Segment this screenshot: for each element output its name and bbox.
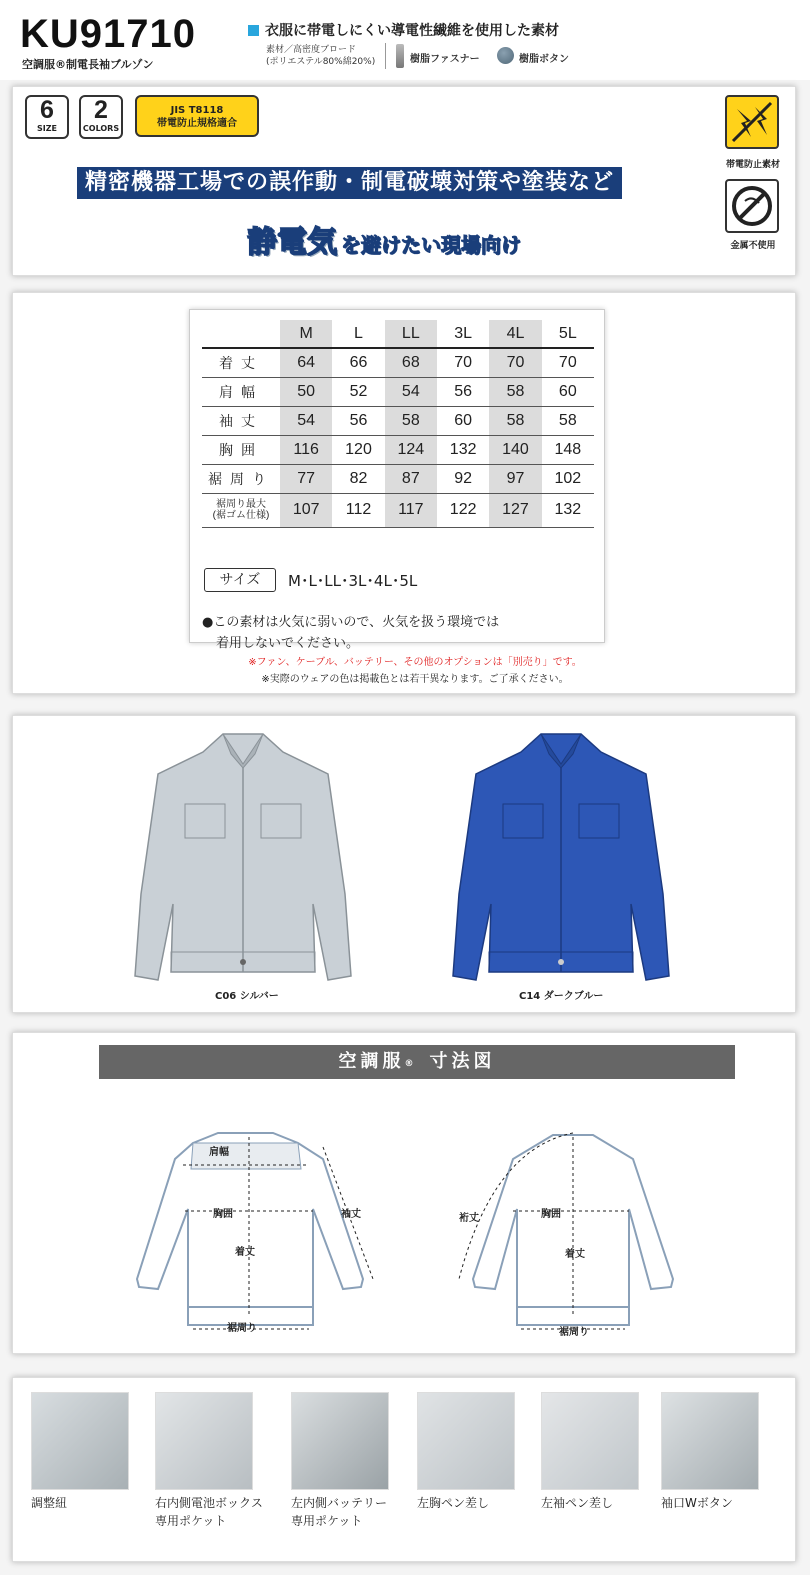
model-number: KU91710 — [20, 12, 197, 56]
size-cell: 77 — [280, 464, 332, 493]
size-cell: 58 — [542, 406, 594, 435]
size-cell: 120 — [332, 435, 384, 464]
table-row — [202, 406, 594, 435]
detail-photo-battery-pocket — [291, 1392, 389, 1490]
size-cell: 122 — [437, 493, 489, 527]
fire-note-line2: 着用しないでください。 — [216, 636, 360, 651]
size-cell: 50 — [280, 377, 332, 406]
size-count-badge — [25, 95, 69, 139]
caption-line1: 袖口Wボタン — [661, 1496, 733, 1510]
zipper-label: 樹脂ファスナー — [410, 54, 480, 65]
front-diagram — [123, 1129, 403, 1339]
row-label: 着丈 — [219, 354, 263, 371]
row-label: 袖丈 — [219, 412, 263, 429]
diagram-title-sub: 寸法図 — [429, 1051, 496, 1072]
size-cell: 70 — [489, 348, 541, 377]
size-cell: 54 — [280, 406, 332, 435]
headline-banner: 精密機器工場での誤作動・制電破壊対策や塗装など — [77, 167, 622, 199]
no-metal-icon — [725, 179, 779, 233]
detail-caption — [661, 1494, 733, 1512]
jacket-darkblue-image — [441, 724, 681, 986]
dimension-diagram-panel — [12, 1032, 796, 1354]
size-cell: 54 — [385, 377, 437, 406]
detail-photo-chest-pen — [417, 1392, 515, 1490]
product-header — [0, 0, 810, 80]
caption-line2: 専用ポケット — [155, 1514, 227, 1528]
row-label-sub: (裾ゴム仕様) — [212, 510, 270, 521]
size-list: M･L･LL･3L･4L･5L — [288, 572, 418, 590]
button-label: 樹脂ボタン — [519, 54, 569, 65]
size-cell: 132 — [437, 435, 489, 464]
option-note: ※ファン、ケーブル、バッテリー、その他のオプションは「別売り」です。 — [248, 657, 582, 668]
subline — [247, 217, 521, 261]
size-cell: 58 — [489, 406, 541, 435]
feature-label: 衣服に帯電しにくい導電性繊維を使用した素材 — [265, 23, 559, 39]
caption-line1: 調整紐 — [31, 1496, 68, 1510]
row-header — [202, 348, 280, 377]
label-chest-back: 胸囲 — [541, 1209, 561, 1220]
table-row — [202, 493, 594, 527]
registered-mark: ® — [404, 1059, 414, 1069]
color-unit: COLORS — [82, 124, 120, 133]
size-cell: 70 — [542, 348, 594, 377]
caption-line1: 左内側バッテリー — [291, 1496, 388, 1510]
subline-rest: を避けたい現場向け — [341, 233, 521, 257]
bullet-square-icon — [248, 25, 259, 36]
subline-emphasis: 静電気 — [247, 225, 337, 260]
size-cell: 68 — [385, 348, 437, 377]
label-shoulder: 肩幅 — [209, 1147, 229, 1158]
label-hem-back: 裾周り — [559, 1327, 589, 1338]
size-label-box: サイズ — [204, 568, 276, 592]
size-cell: 58 — [489, 377, 541, 406]
product-name: 空調服®制電長袖ブルゾン — [22, 58, 154, 71]
table-row — [202, 377, 594, 406]
material-line1: 素材／高密度ブロード — [266, 45, 357, 55]
resin-button-icon — [497, 47, 514, 64]
label-chest-front: 胸囲 — [213, 1209, 233, 1220]
col-header: 3L — [437, 320, 489, 348]
size-unit: SIZE — [36, 124, 57, 133]
size-cell: 56 — [437, 377, 489, 406]
metal-icon-label: 金属不使用 — [730, 241, 776, 251]
color-panel — [12, 715, 796, 1013]
row-header — [202, 464, 280, 493]
size-cell: 60 — [437, 406, 489, 435]
size-cell: 58 — [385, 406, 437, 435]
size-cell: 112 — [332, 493, 384, 527]
detail-caption — [541, 1494, 613, 1512]
caption-line1: 右内側電池ボックス — [155, 1496, 263, 1510]
corner-cell — [202, 320, 280, 348]
size-panel — [12, 292, 796, 694]
row-label: 裾周り — [208, 470, 274, 487]
label-sleeve: 袖丈 — [341, 1209, 361, 1220]
detail-photo-cuff — [661, 1392, 759, 1490]
jacket-silver-image — [123, 724, 363, 986]
detail-caption — [31, 1494, 67, 1512]
label-hem-front: 裾周り — [227, 1323, 257, 1334]
size-cell: 92 — [437, 464, 489, 493]
size-cell: 87 — [385, 464, 437, 493]
size-cell: 124 — [385, 435, 437, 464]
size-cell: 66 — [332, 348, 384, 377]
size-cell: 60 — [542, 377, 594, 406]
table-row — [202, 348, 594, 377]
size-cell: 64 — [280, 348, 332, 377]
header-divider — [385, 43, 386, 69]
label-length-front: 着丈 — [235, 1247, 255, 1258]
row-label: 裾周り最大 — [216, 499, 266, 510]
label-length-back: 着丈 — [565, 1249, 585, 1260]
feature-panel — [12, 86, 796, 276]
size-cell: 132 — [542, 493, 594, 527]
row-header — [202, 406, 280, 435]
size-cell: 52 — [332, 377, 384, 406]
size-cell: 82 — [332, 464, 384, 493]
color-label-darkblue: C14 ダークブルー — [519, 991, 604, 1002]
size-table — [202, 320, 594, 528]
caption-line1: 左胸ペン差し — [417, 1496, 490, 1510]
material-text — [266, 44, 375, 68]
color-count-badge — [79, 95, 123, 139]
color-count: 2 — [94, 96, 108, 124]
jis-line2: 帯電防止規格適合 — [157, 118, 237, 129]
size-cell: 97 — [489, 464, 541, 493]
col-header: 4L — [489, 320, 541, 348]
fire-note-line1: ●この素材は火気に弱いので、火気を扱う環境では — [202, 615, 500, 630]
size-cell: 70 — [437, 348, 489, 377]
size-cell: 56 — [332, 406, 384, 435]
back-diagram — [433, 1129, 713, 1339]
col-header: L — [332, 320, 384, 348]
size-cell: 140 — [489, 435, 541, 464]
table-row — [202, 435, 594, 464]
zipper-icon — [396, 44, 404, 68]
size-table-body — [202, 348, 594, 527]
detail-photo-sleeve-pen — [541, 1392, 639, 1490]
size-cell: 102 — [542, 464, 594, 493]
size-cell: 127 — [489, 493, 541, 527]
col-header: M — [280, 320, 332, 348]
detail-caption — [417, 1494, 489, 1512]
row-label: 肩幅 — [219, 383, 263, 400]
jis-badge — [135, 95, 259, 137]
size-cell: 107 — [280, 493, 332, 527]
table-row — [202, 464, 594, 493]
detail-caption — [291, 1494, 387, 1530]
fire-note — [202, 612, 499, 654]
size-cell: 116 — [280, 435, 332, 464]
size-table-box — [189, 309, 605, 651]
col-header: LL — [385, 320, 437, 348]
row-header — [202, 493, 280, 527]
label-yuki: 裄丈 — [459, 1213, 479, 1224]
caption-line1: 左袖ペン差し — [541, 1496, 614, 1510]
col-header: 5L — [542, 320, 594, 348]
jis-line1: JIS T8118 — [170, 105, 224, 116]
size-cell: 148 — [542, 435, 594, 464]
detail-photo-battery-box — [155, 1392, 253, 1490]
color-note: ※実際のウェアの色は掲載色とは若干異なります。ご了承ください。 — [261, 674, 569, 685]
detail-photo-cord — [31, 1392, 129, 1490]
diagram-title — [99, 1045, 735, 1079]
row-header — [202, 377, 280, 406]
caption-line2: 専用ポケット — [291, 1514, 363, 1528]
static-icon-label: 帯電防止素材 — [725, 160, 780, 170]
size-table-header — [202, 320, 594, 348]
lightning-shield-icon — [725, 95, 779, 149]
material-line2: (ポリエステル80%綿20%) — [266, 57, 376, 67]
detail-caption — [155, 1494, 263, 1530]
detail-panel — [12, 1377, 796, 1562]
diagram-title-main: 空調服 — [338, 1051, 405, 1072]
size-count: 6 — [40, 96, 54, 124]
feature-text — [248, 20, 559, 40]
row-header — [202, 435, 280, 464]
size-cell: 117 — [385, 493, 437, 527]
color-label-silver: C06 シルバー — [215, 991, 279, 1002]
row-label: 胸囲 — [219, 441, 263, 458]
